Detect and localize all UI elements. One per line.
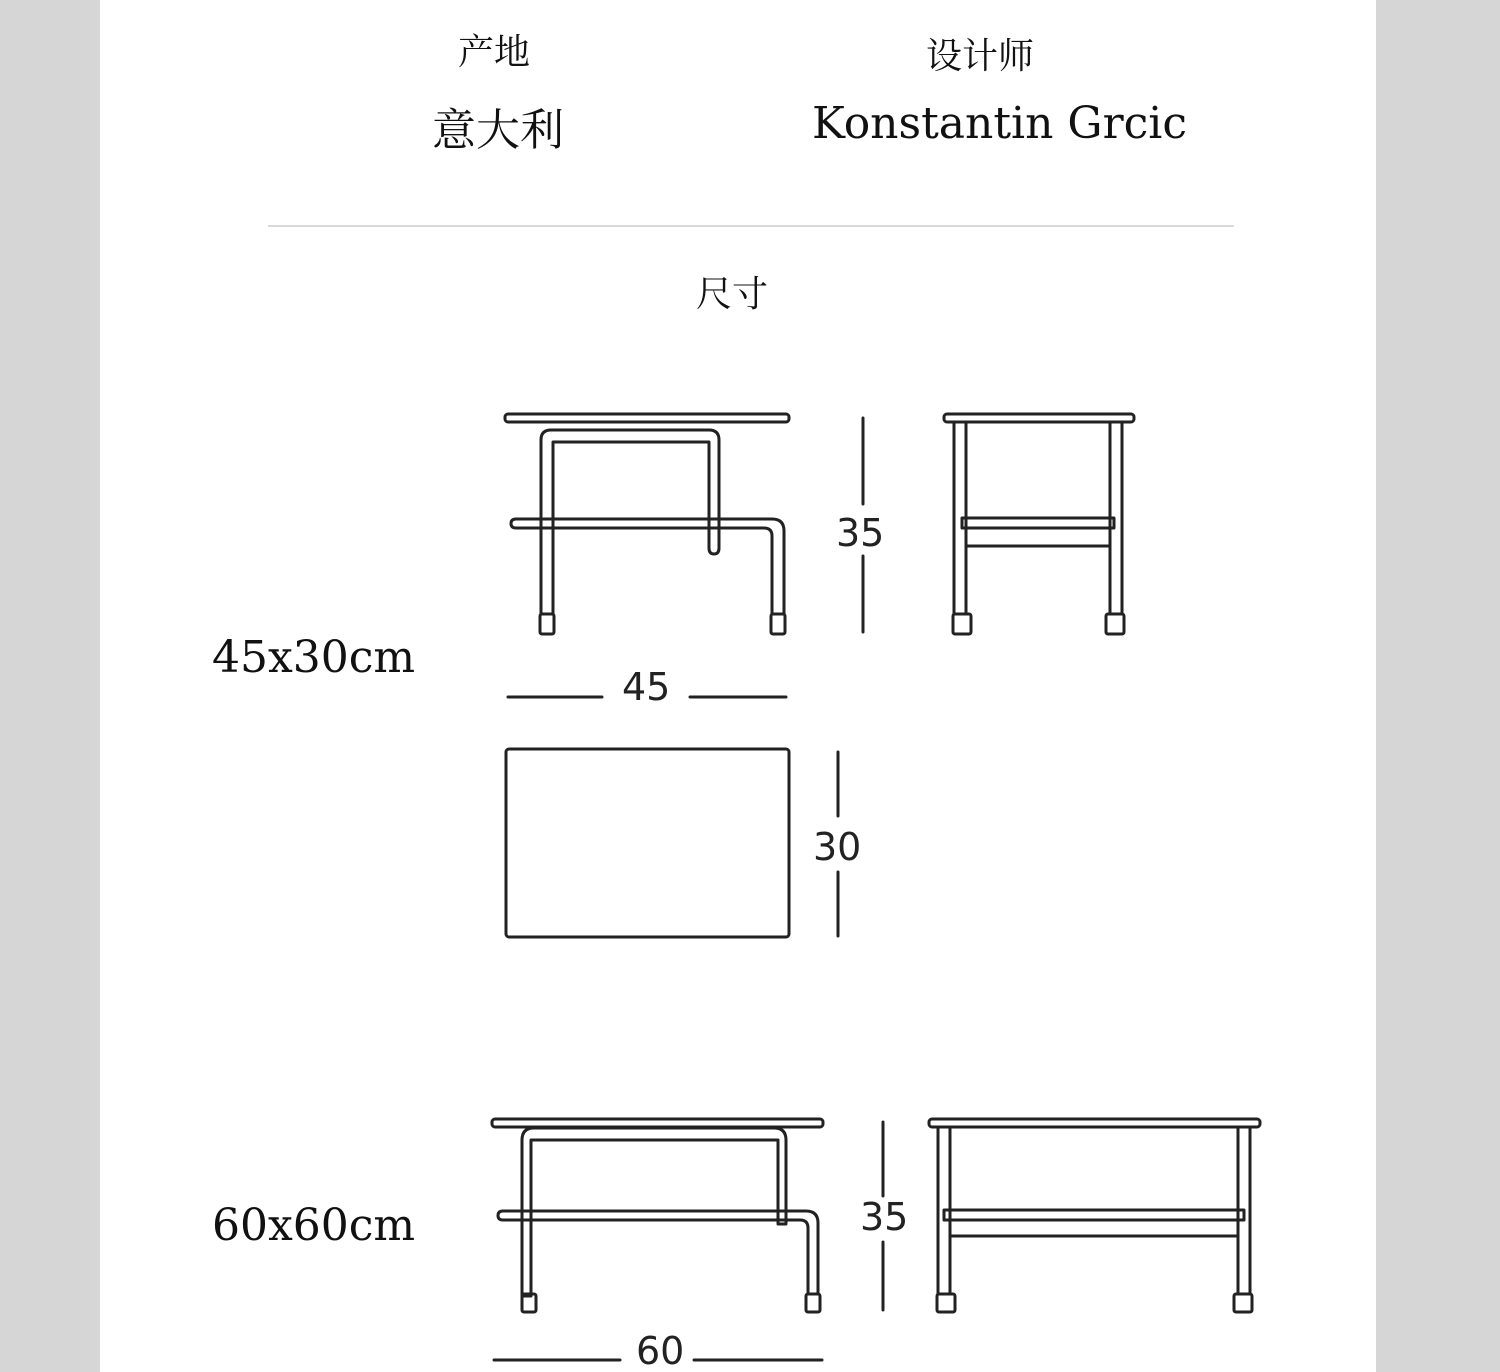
top-view-small-table	[506, 749, 789, 937]
width-dimension: 60	[636, 1329, 685, 1372]
depth-dimension: 30	[813, 825, 862, 869]
dimensions-title: 尺寸	[696, 274, 769, 315]
designer-label: 设计师	[926, 36, 1035, 77]
origin-label: 产地	[458, 32, 531, 73]
width-dimension: 45	[622, 665, 671, 709]
front-view-small-table	[505, 414, 789, 634]
side-view-large-table	[929, 1119, 1260, 1312]
height-dimension: 35	[836, 511, 885, 555]
front-view-large-table	[492, 1119, 823, 1312]
side-view-small-table	[944, 414, 1134, 634]
variant-size-label: 60x60cm	[212, 1200, 416, 1251]
variant-size-label: 45x30cm	[212, 632, 416, 683]
height-dimension: 35	[860, 1195, 909, 1239]
origin-value: 意大利	[432, 105, 564, 156]
designer-value: Konstantin Grcic	[812, 98, 1187, 149]
